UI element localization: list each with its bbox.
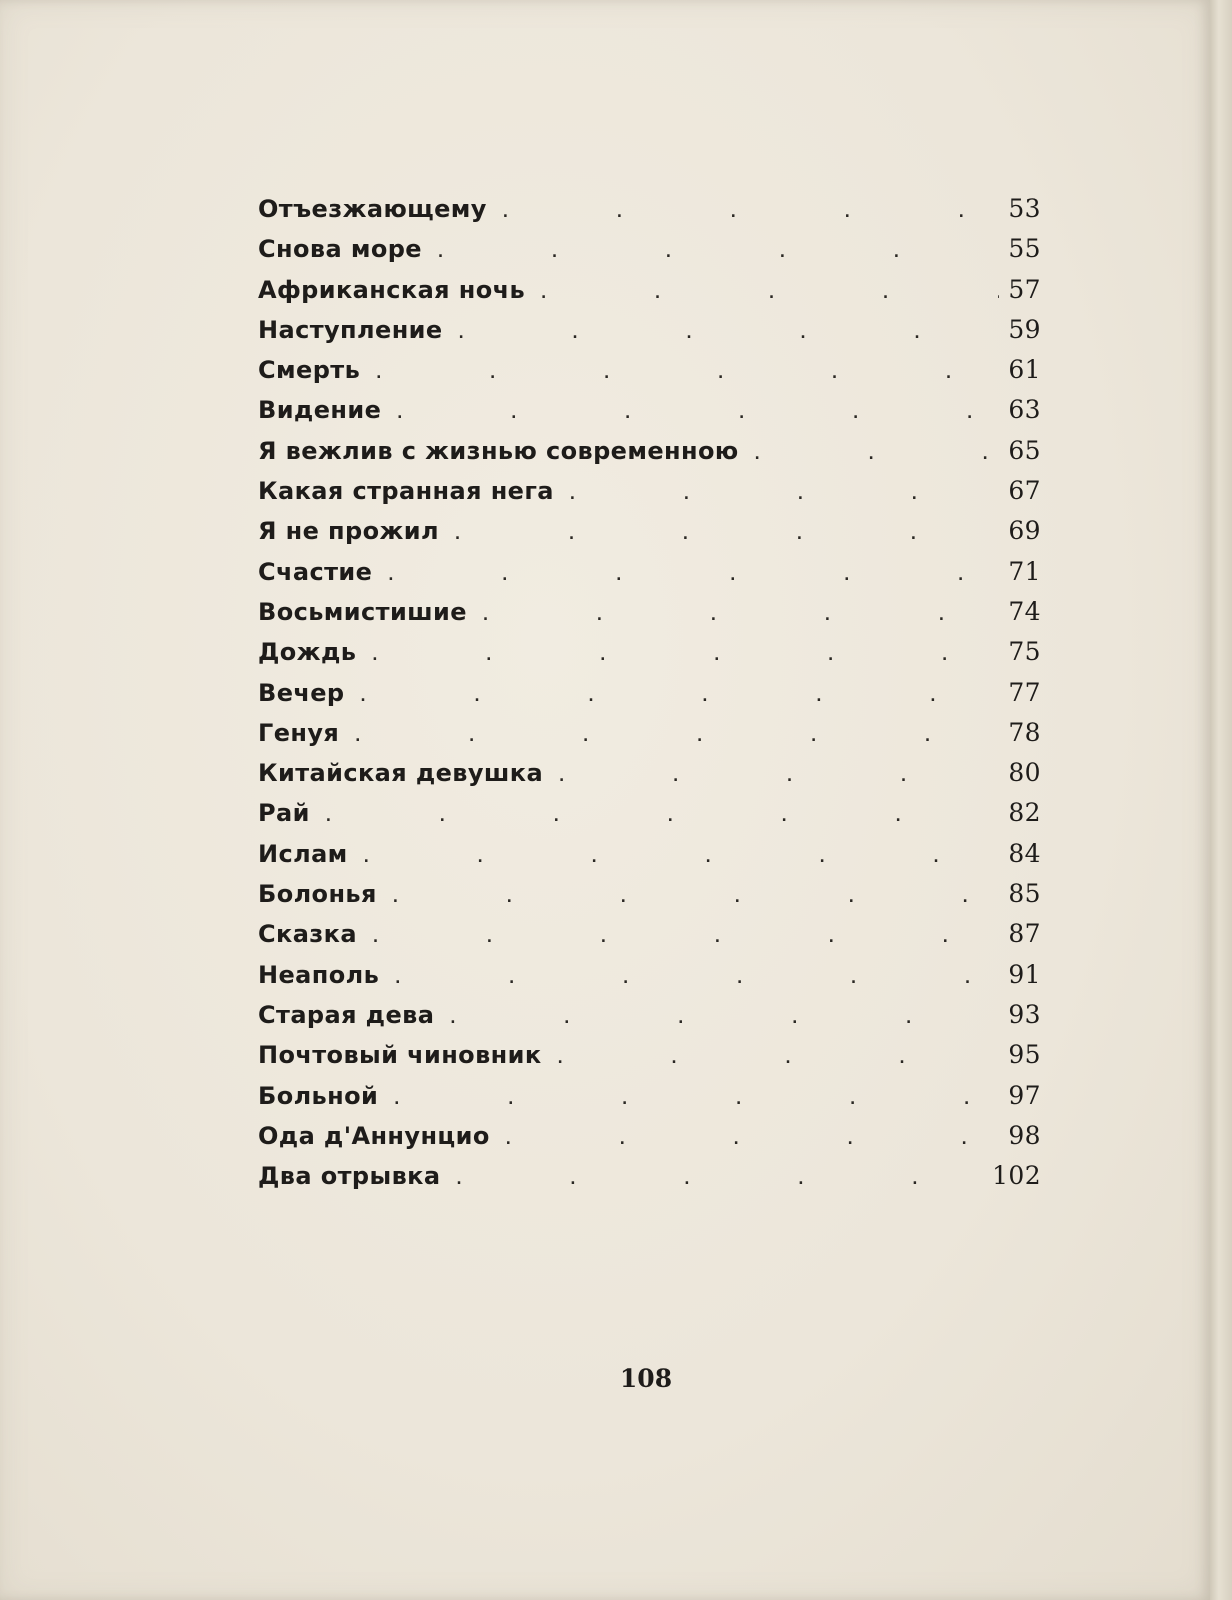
toc-entry-title: Смерть [258,356,361,385]
toc-entry [258,718,1041,758]
toc-entry [258,678,1041,718]
toc-entry [258,597,1041,637]
toc-entry-page: 78 [1008,717,1041,747]
toc-dot-leader [371,920,999,948]
toc-dot-leader [457,316,999,344]
toc-dot-leader [362,840,999,868]
toc-entry [258,919,1041,959]
toc-entry-title: Ислам [258,839,348,868]
toc-entry [258,839,1041,879]
toc-entry-page: 98 [1008,1120,1041,1150]
page-number: 108 [619,1364,673,1393]
toc-dot-leader [453,517,999,545]
toc-dot-leader [539,276,999,304]
toc-entry-page: 102 [992,1161,1041,1191]
toc-entry [258,557,1041,597]
toc-entry-page: 63 [1008,395,1041,425]
toc-entry [258,879,1041,919]
toc-entry [258,355,1041,395]
toc-dot-leader [391,880,999,908]
toc-entry-page: 82 [1008,798,1041,828]
toc-entry [258,395,1041,435]
toc-entry-title: Болонья [258,880,377,909]
toc-entry-page: 97 [1008,1080,1041,1110]
toc-entry-title: Генуя [258,718,340,747]
toc-entry-page: 57 [1008,274,1041,304]
toc-dot-leader [374,356,999,384]
toc-dot-leader [504,1122,999,1150]
toc-entry-page: 65 [1008,435,1041,465]
toc-entry [258,476,1041,516]
toc-entry [258,1121,1041,1161]
toc-dot-leader [501,195,999,223]
toc-entry-title: Восьмистишие [258,597,467,626]
toc-entry-page: 77 [1008,677,1041,707]
toc-dot-leader [359,679,999,707]
toc-dot-leader [370,638,999,666]
toc-dot-leader [448,1001,999,1029]
toc-entry-page: 95 [1008,1040,1041,1070]
toc-entry-title: Снова море [258,235,422,264]
toc-entry-title: Какая странная нега [258,477,554,506]
toc-entry-page: 71 [1008,556,1041,586]
table-of-contents [258,194,1041,1201]
toc-entry-page: 67 [1008,476,1041,506]
toc-entry-page: 87 [1008,919,1041,949]
book-spine-edge [1210,0,1232,1600]
toc-entry-title: Я не прожил [258,517,439,546]
toc-entry [258,1000,1041,1040]
toc-entry-title: Ода д'Аннунцио [258,1121,490,1150]
toc-dot-leader [395,396,999,424]
toc-entry [258,1161,1041,1201]
toc-entry-title: Китайская девушка [258,759,544,788]
toc-entry-title: Рай [258,799,310,828]
toc-dot-leader [454,1162,986,1190]
toc-entry-title: Два отрывка [258,1162,441,1191]
toc-entry-title: Дождь [258,638,357,667]
toc-entry-page: 61 [1008,355,1041,385]
toc-entry [258,275,1041,315]
toc-dot-leader [481,598,999,626]
toc-entry [258,758,1041,798]
toc-dot-leader [353,719,999,747]
toc-dot-leader [436,235,999,263]
toc-entry-title: Больной [258,1081,379,1110]
toc-dot-leader [557,759,999,787]
toc-dot-leader [753,437,999,465]
toc-entry-title: Наступление [258,315,443,344]
toc-entry [258,798,1041,838]
toc-entry-title: Отъезжающему [258,195,487,223]
toc-entry-title: Африканская ночь [258,275,526,304]
toc-entry-page: 55 [1008,234,1041,264]
toc-entry [258,960,1041,1000]
toc-entry-page: 93 [1008,999,1041,1029]
toc-entry-page: 69 [1008,516,1041,546]
toc-entry [258,194,1041,234]
toc-entry-page: 74 [1008,596,1041,626]
toc-entry [258,234,1041,274]
toc-entry-page: 53 [1008,194,1041,223]
toc-entry-title: Вечер [258,678,345,707]
toc-dot-leader [386,558,999,586]
toc-entry [258,315,1041,355]
toc-entry-title: Неаполь [258,960,380,989]
toc-entry-title: Почтовый чиновник [258,1041,542,1070]
toc-entry-title: Старая дева [258,1000,435,1029]
toc-entry [258,637,1041,677]
toc-entry-title: Сказка [258,920,357,949]
toc-entry-page: 59 [1008,314,1041,344]
toc-entry [258,516,1041,556]
toc-entry [258,1040,1041,1080]
toc-entry [258,436,1041,476]
toc-entry-page: 91 [1008,959,1041,989]
toc-entry-page: 80 [1008,758,1041,788]
toc-dot-leader [556,1041,999,1069]
toc-entry-page: 75 [1008,637,1041,667]
toc-entry [258,1081,1041,1121]
toc-entry-page: 84 [1008,838,1041,868]
toc-dot-leader [392,1082,999,1110]
toc-dot-leader [324,799,999,827]
toc-entry-title: Счастие [258,557,373,586]
toc-entry-title: Я вежлив с жизнью современною [258,436,739,465]
toc-dot-leader [393,961,999,989]
toc-entry-title: Видение [258,396,382,425]
toc-entry-page: 85 [1008,879,1041,909]
toc-dot-leader [568,477,999,505]
